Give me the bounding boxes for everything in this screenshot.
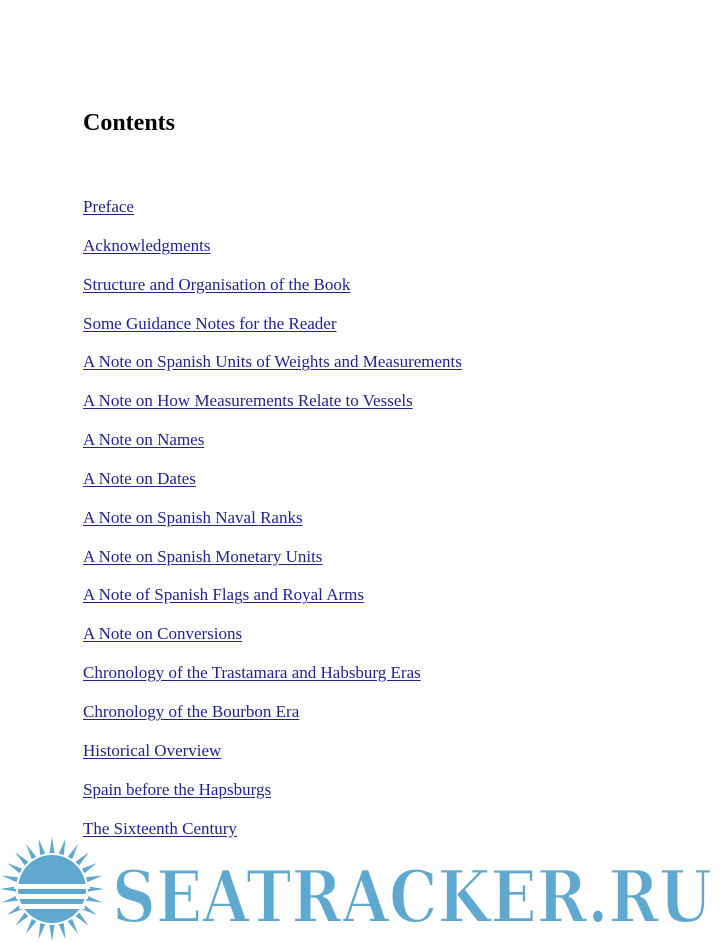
sun-ray <box>26 919 36 934</box>
sun-ray <box>49 925 54 941</box>
watermark-text: SEATRACKER.RU <box>112 854 712 939</box>
toc-item <box>83 624 462 663</box>
toc-item <box>83 508 462 547</box>
toc-item <box>83 352 462 391</box>
toc-link-historical-overview[interactable]: Historical Overview <box>83 740 222 760</box>
toc-item <box>83 469 462 508</box>
sun-ray <box>76 852 89 865</box>
toc-item <box>83 741 462 780</box>
toc-link-conversions[interactable]: A Note on Conversions <box>83 624 243 644</box>
toc-link-flags-arms[interactable]: A Note of Spanish Flags and Royal Arms <box>83 585 364 605</box>
sun-ray <box>0 886 16 891</box>
toc-item <box>83 197 462 236</box>
sun-ray <box>86 896 102 903</box>
sun-ray <box>68 844 78 859</box>
toc-link-sixteenth-century[interactable]: The Sixteenth Century <box>83 818 237 838</box>
toc-link-monetary-units[interactable]: A Note on Spanish Monetary Units <box>83 546 323 566</box>
toc-link-preface[interactable]: Preface <box>83 197 134 216</box>
sun-ray <box>15 913 28 926</box>
sun-icon <box>0 837 104 941</box>
toc-link-chronology-habsburg[interactable]: Chronology of the Trastamara and Habsburg Eras <box>83 663 421 683</box>
toc-item <box>83 780 462 819</box>
sun-ray <box>59 923 66 939</box>
contents-heading: Contents <box>83 110 176 136</box>
sun-ray <box>39 923 46 939</box>
toc-link-acknowledgments[interactable]: Acknowledgments <box>83 235 211 255</box>
toc-item <box>83 547 462 586</box>
toc-link-guidance-notes[interactable]: Some Guidance Notes for the Reader <box>83 313 337 333</box>
toc-item <box>83 430 462 469</box>
toc-item <box>83 663 462 702</box>
sun-ray <box>76 913 89 926</box>
toc-item <box>83 702 462 741</box>
toc-link-measurements-vessels[interactable]: A Note on How Measurements Relate to Vessels <box>83 391 413 411</box>
sun-ray <box>82 863 97 873</box>
sun-ray <box>49 837 54 853</box>
sun-ray <box>88 886 104 891</box>
toc-link-names[interactable]: A Note on Names <box>83 430 205 450</box>
toc-link-naval-ranks[interactable]: A Note on Spanish Naval Ranks <box>83 507 303 527</box>
toc-item <box>83 275 462 314</box>
sun-ray <box>39 839 46 855</box>
sun-ray <box>59 839 66 855</box>
sun-ray <box>15 852 28 865</box>
toc-link-spain-before-hapsburgs[interactable]: Spain before the Hapsburgs <box>83 779 272 799</box>
toc-link-units-weights[interactable]: A Note on Spanish Units of Weights and Measurements <box>83 352 462 372</box>
toc-item <box>83 391 462 430</box>
table-of-contents <box>83 197 462 857</box>
toc-item <box>83 585 462 624</box>
sun-ray <box>68 919 78 934</box>
sun-ray <box>7 863 22 873</box>
toc-item <box>83 314 462 353</box>
toc-item <box>83 236 462 275</box>
toc-link-dates[interactable]: A Note on Dates <box>83 468 196 488</box>
sun-ray <box>2 896 18 903</box>
toc-link-structure[interactable]: Structure and Organisation of the Book <box>83 274 351 294</box>
sun-ray <box>2 876 18 883</box>
sun-ray <box>86 876 102 883</box>
sun-ray <box>26 844 36 859</box>
toc-link-chronology-bourbon[interactable]: Chronology of the Bourbon Era <box>83 701 300 721</box>
watermark <box>0 834 725 943</box>
